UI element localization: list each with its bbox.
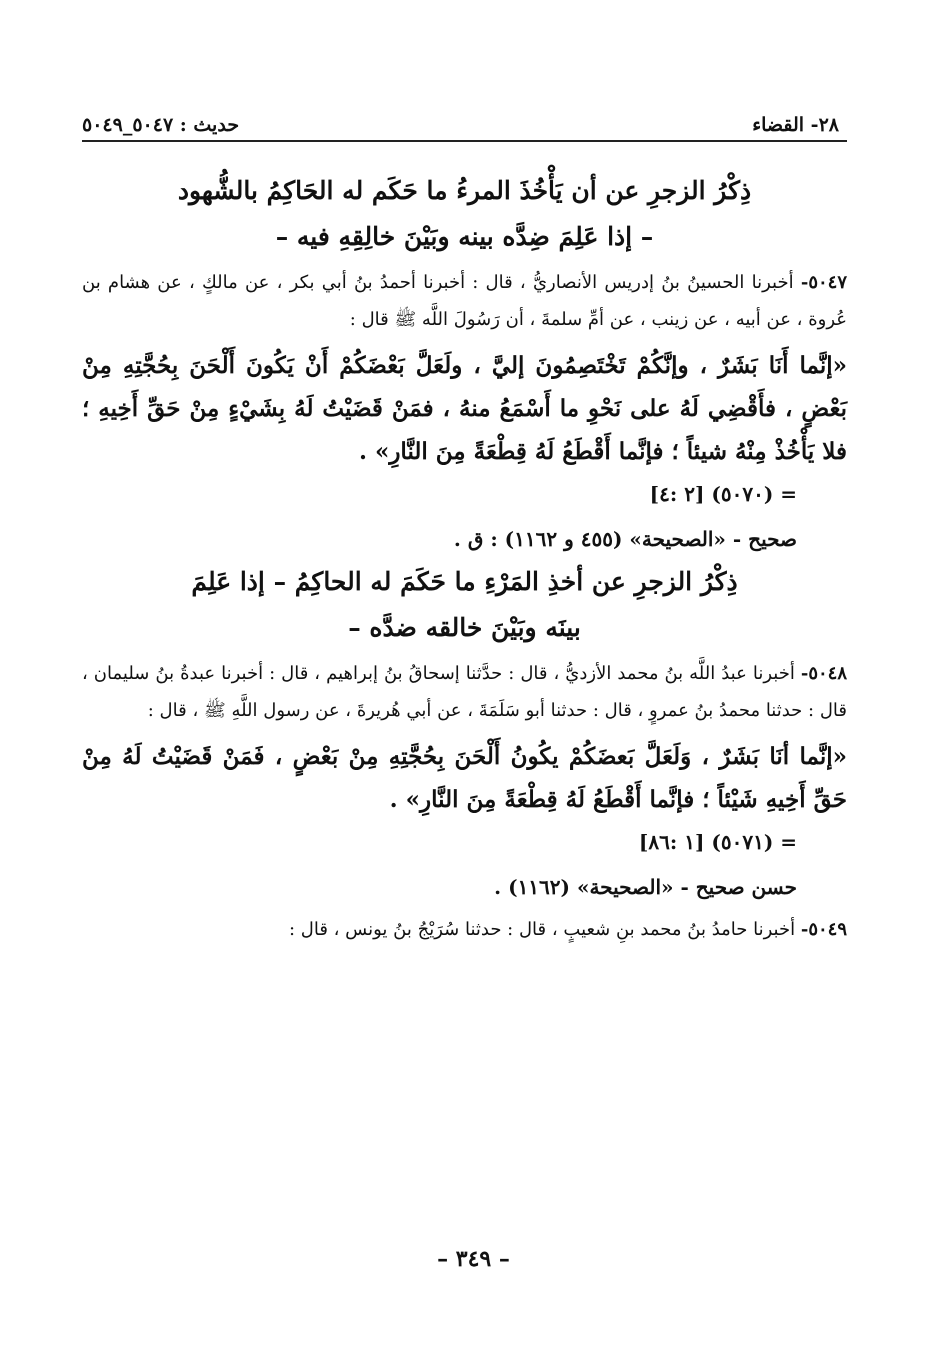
grading-verdict: حسن صحيح - «الصحيحة» (١١٦٢) . <box>494 875 797 899</box>
header-rule <box>82 140 847 142</box>
cross-reference: = (٥٠٧٠) [٢ :٤] <box>649 482 797 506</box>
hadith-number: ٥٠٤٧- <box>800 272 847 293</box>
page-number: – ٣٤٩ – <box>437 1246 510 1272</box>
chapter-title: ٢٨- القضاء <box>752 114 839 136</box>
isnad-paragraph <box>82 655 847 729</box>
section-heading-line: – إذا عَلِمَ ضِدَّه بينه وبَيْنَ خالِقِهِ فيه – <box>275 222 654 251</box>
matn-text: «إنَّما أنَا بَشَرٌ ، وَلَعَلَّ بَعضَكُمْ يكُونُ أَلْحَنَ بِحُجَّتِهِ مِنْ بَعْضٍ ، فَمَنْ قَضَيْتُ لَهُ مِنْ حَقِّ أَخِيهِ شَيْئاً ؛ فإنَّما أَقْطَعُ لَهُ قِطْعَةً مِنَ النَّارِ» . <box>82 743 847 813</box>
isnad-text: أخبرنا الحسينُ بنُ إدريس الأنصاريُّ ، قال : أخبرنا أحمدُ بنُ أبي بكر ، عن مالكٍ ، عن هشام بن عُروة ، عن أبيه ، عن زينب ، عن أمِّ سلمةَ ، أن رَسُولَ اللَّه ﷺ قال : <box>82 272 847 330</box>
grading-verdict: صحيح - «الصحيحة» (٤٥٥ و ١١٦٢) : ق . <box>453 527 797 551</box>
hadith-number: ٥٠٤٩- <box>800 919 847 940</box>
hadith-number: ٥٠٤٨- <box>800 663 847 684</box>
isnad-paragraph <box>82 264 847 338</box>
section-heading-line: ذِكْرُ الزجرِ عن أخذِ المَرْءِ ما حَكَمَ له الحاكِمُ – إذا عَلِمَ <box>191 567 738 596</box>
isnad-paragraph <box>82 911 847 948</box>
page-content <box>82 168 847 948</box>
cross-reference: = (٥٠٧١) [١ :٨٦] <box>638 830 797 854</box>
isnad-text: أخبرنا حامدُ بنُ محمد بنِ شعيبٍ ، قال : حدثنا سُرَيْجُ بنُ يونس ، قال : <box>288 919 796 940</box>
isnad-text: أخبرنا عبدُ اللَّه بنُ محمد الأزديُّ ، قال : حدَّثنا إسحاقُ بنُ إبراهيم ، قال : أخبرنا عبدةُ بنُ سليمان ، قال : حدثنا محمدُ بنُ عمروٍ ، قال : حدثنا أبو سَلَمَةَ ، عن أبي هُريرةَ ، عن رسول اللَّهِ ﷺ ، قال : <box>82 663 847 721</box>
section-heading-line: بينَه وبَيْنَ خالقه ضدَّه – <box>348 613 581 642</box>
running-header <box>82 96 839 136</box>
matn-text: «إنَّما أَنَا بَشَرٌ ، وإنَّكُمْ تَخْتَصِمُونَ إليَّ ، ولَعَلَّ بَعْضَكُمْ أَنْ يَكُونَ أَلْحَنَ بِحُجَّتِهِ مِنْ بَعْضٍ ، فأَقْضِي لَهُ على نَحْوِ ما أَسْمَعُ منهُ ، فمَنْ قَضَيْتُ لَهُ بِشَيْءٍ مِنْ حَقِّ أَخِيهِ ؛ فلا يَأْخُذْ مِنْهُ شيئاً ؛ فإنَّما أَقْطَعُ لَهُ قِطْعَةً مِنَ النَّارِ» . <box>82 352 847 465</box>
hadith-range: حديث : ٥٠٤٧_٥٠٤٩ <box>82 114 240 136</box>
section-heading-line: ذِكْرُ الزجرِ عن أن يَأْخُذَ المرءُ ما حَكَم له الحَاكِمُ بالشُّهود <box>177 176 752 205</box>
